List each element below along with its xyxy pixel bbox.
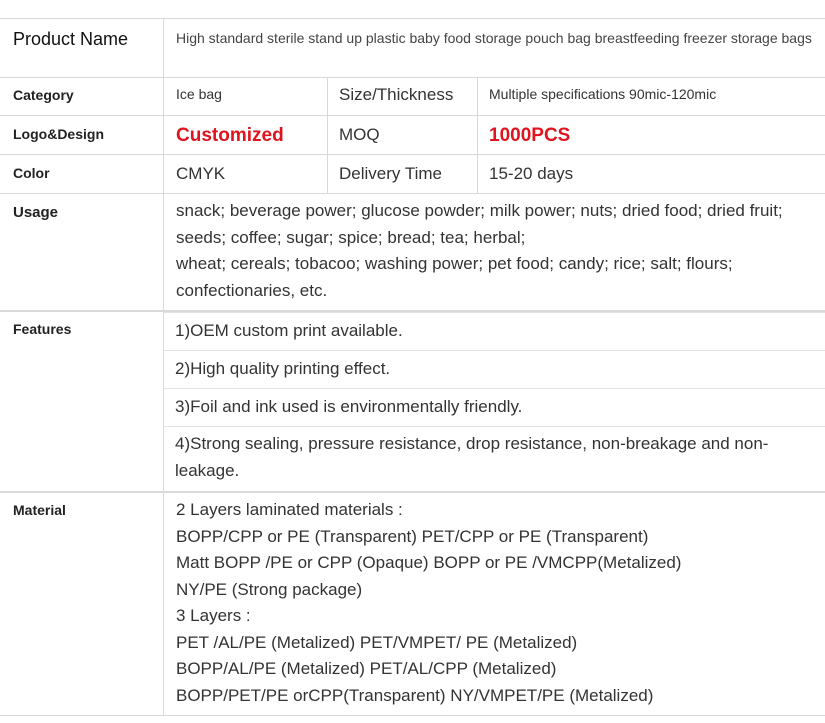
material-label: Material	[13, 502, 66, 518]
delivery-time-value: 15-20 days	[477, 155, 825, 194]
product-name-label: Product Name	[13, 29, 129, 49]
feature-item: 4)Strong sealing, pressure resistance, drop resistance, non-breakage and non-leakage.	[163, 426, 825, 493]
usage-line: confectionaries, etc.	[176, 280, 328, 300]
row-color	[0, 154, 825, 194]
material-line: BOPP/AL/PE (Metalized) PET/AL/CPP (Metalized)	[176, 659, 557, 678]
feature-item: 1)OEM custom print available.	[163, 312, 825, 350]
delivery-time-label: Delivery Time	[327, 155, 477, 194]
size-thickness-label: Size/Thickness	[327, 78, 477, 116]
material-line: NY/PE (Strong package)	[176, 579, 363, 599]
feature-item: 3)Foil and ink used is environmentally friendly.	[163, 388, 825, 426]
row-product-name	[0, 18, 825, 78]
material-value	[163, 493, 825, 715]
row-category	[0, 77, 825, 116]
color-label: Color	[13, 165, 50, 181]
color-value: CMYK	[163, 155, 327, 194]
row-material	[0, 491, 825, 716]
row-usage	[0, 193, 825, 311]
moq-label: MOQ	[327, 116, 477, 155]
material-line: PET /AL/PE (Metalized) PET/VMPET/ PE (Metalized)	[176, 632, 578, 652]
moq-value: 1000PCS	[477, 116, 825, 155]
material-line: 2 Layers laminated materials :	[176, 500, 403, 519]
category-value: Ice bag	[163, 78, 327, 116]
logo-design-value: Customized	[163, 116, 327, 155]
product-name-value: High standard sterile stand up plastic baby food storage pouch bag breastfeeding freezer storage bags	[163, 19, 825, 78]
usage-label: Usage	[13, 204, 59, 221]
material-line: Matt BOPP /PE or CPP (Opaque) BOPP or PE /VMCPP(Metalized)	[176, 553, 682, 572]
row-features	[0, 310, 825, 493]
material-line: 3 Layers :	[176, 606, 251, 625]
feature-item: 2)High quality printing effect.	[163, 350, 825, 388]
material-line: BOPP/PET/PE orCPP(Transparent) NY/VMPET/PE (Metalized)	[176, 685, 654, 705]
logo-design-label: Logo&Design	[13, 126, 104, 142]
usage-value	[163, 194, 825, 311]
category-label: Category	[13, 87, 74, 103]
row-logo-design	[0, 115, 825, 155]
size-thickness-value: Multiple specifications 90mic-120mic	[477, 78, 825, 116]
features-label: Features	[13, 321, 72, 337]
usage-line: snack; beverage power; glucose powder; milk power; nuts; dried food; dried fruit;	[176, 201, 783, 220]
material-line: BOPP/CPP or PE (Transparent) PET/CPP or PE (Transparent)	[176, 526, 649, 546]
usage-line: wheat; cereals; tobacoo; washing power; pet food; candy; rice; salt; flours;	[176, 254, 733, 273]
usage-line: seeds; coffee; sugar; spice; bread; tea; herbal;	[176, 227, 526, 247]
